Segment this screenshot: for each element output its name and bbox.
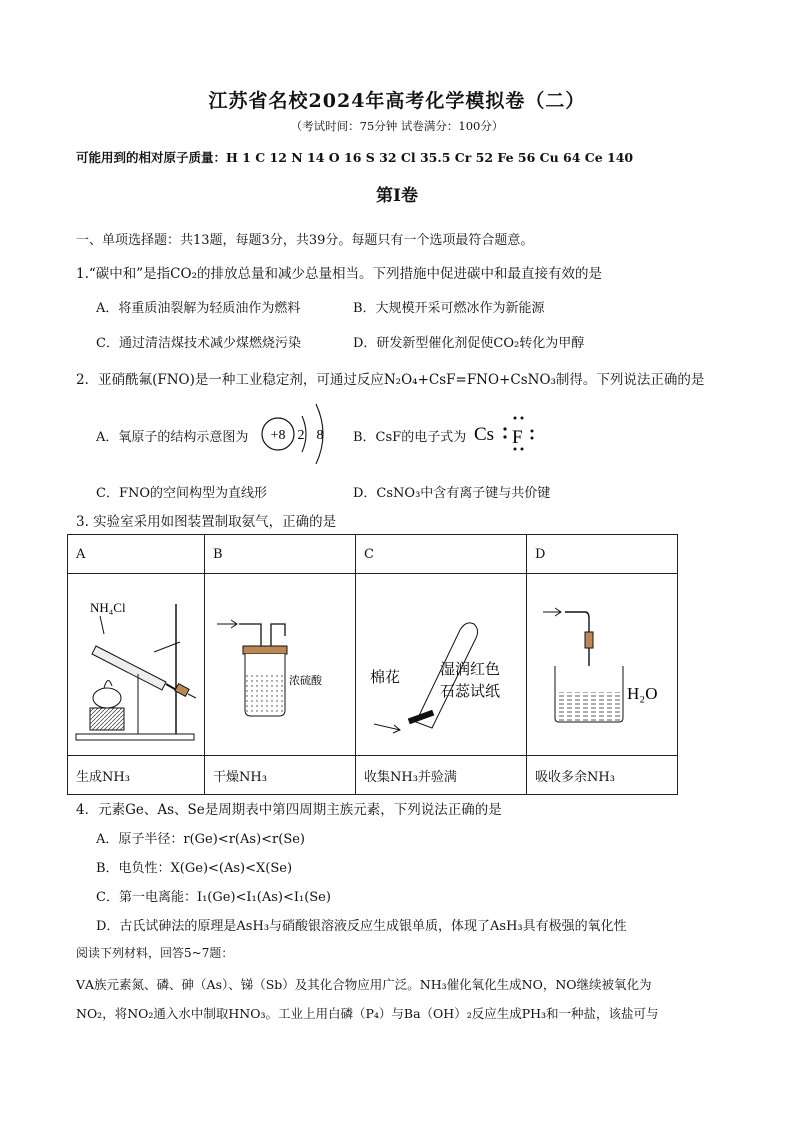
reading-line-2: NO₂，将NO₂通入水中制取HNO₃。工业上用白磷（P₄）与Ba（OH）₂反应生成PH₃和一种盐，该盐可与 xyxy=(76,1006,659,1021)
shell-2-electrons: 8 xyxy=(316,428,324,443)
reading-intro: 阅读下列材料，回答5~7题： xyxy=(76,946,234,960)
q1-option-b: B．大规模开采可燃冰作为新能源 xyxy=(353,301,545,316)
apparatus-a-heating-tube xyxy=(68,574,204,751)
litmus-label-2: 石蕊试纸 xyxy=(440,684,501,700)
nucleus-charge: +8 xyxy=(270,428,286,443)
q1-option-d: D．研发新型催化剂促使CO₂转化为甲醇 xyxy=(353,336,585,351)
caption-a: 生成NH₃ xyxy=(68,756,205,795)
q1-option-a: A．将重质油裂解为轻质油作为燃料 xyxy=(96,301,301,316)
q2-option-d: D．CsNO₃中含有离子键与共价键 xyxy=(353,486,551,501)
atomic-masses: 可能用到的相对原子质量：H 1 C 12 N 14 O 16 S 32 Cl 35.5 Cr 52 Fe 56 Cu 64 Ce 140 xyxy=(76,150,634,165)
header-c: C xyxy=(356,535,527,574)
cs-symbol: Cs xyxy=(474,424,495,445)
apparatus-b-cell xyxy=(205,574,356,756)
q4-option-a: A．原子半径：r(Ge)<r(As)<r(Se) xyxy=(96,832,305,847)
nh4cl-label: NH₄Cl xyxy=(90,600,126,615)
apparatus-b-wash-bottle xyxy=(205,574,355,751)
cotton-label: 棉花 xyxy=(370,670,401,686)
page-title: 江苏省名校2024年高考化学模拟卷（二） xyxy=(208,90,586,112)
shell-1-electrons: 2 xyxy=(297,428,305,443)
water-label: H₂O xyxy=(627,684,658,703)
apparatus-table xyxy=(67,534,678,795)
apparatus-c-cell xyxy=(356,574,527,756)
caption-b: 干燥NH₃ xyxy=(205,756,356,795)
q3-stem: 3. 实验室采用如图装置制取氨气，正确的是 xyxy=(76,514,337,530)
q1-stem: 1.“碳中和”是指CO₂的排放总量和减少总量相当。下列措施中促进碳中和最直接有效的是 xyxy=(76,266,602,282)
q4-option-c: C．第一电离能：I₁(Ge)<I₁(As)<I₁(Se) xyxy=(96,890,331,905)
header-d: D xyxy=(527,535,678,574)
conc-h2so4-label: 浓硫酸 xyxy=(289,674,322,687)
section-heading: 一、单项选择题：共13题，每题3分，共39分。每题只有一个选项最符合题意。 xyxy=(76,233,534,248)
volume-heading: 第Ⅰ卷 xyxy=(376,186,418,206)
q4-option-b: B．电负性：X(Ge)<(As)<X(Se) xyxy=(96,861,293,876)
q1-option-c: C．通过清洁煤技术减少煤燃烧污染 xyxy=(96,336,301,351)
header-b: B xyxy=(205,535,356,574)
apparatus-d-absorption xyxy=(527,574,677,751)
q4-option-d: D．古氏试砷法的原理是AsH₃与硝酸银溶液反应生成银单质，体现了AsH₃具有极强的氧化性 xyxy=(96,919,627,934)
apparatus-c-collection xyxy=(356,574,526,751)
csf-electron-formula xyxy=(472,412,542,454)
q2-option-c: C．FNO的空间构型为直线形 xyxy=(96,486,267,501)
q2-stem: 2．亚硝酰氟(FNO)是一种工业稳定剂，可通过反应N₂O₄+CsF=FNO+CsNO₃制得。下列说法正确的是 xyxy=(76,372,705,388)
litmus-label-1: 湿润红色 xyxy=(440,662,501,678)
q2-option-a: A．氧原子的结构示意图为 xyxy=(96,430,249,445)
header-a: A xyxy=(68,535,205,574)
caption-d: 吸收多余NH₃ xyxy=(527,756,678,795)
apparatus-d-cell xyxy=(527,574,678,756)
caption-c: 收集NH₃并验满 xyxy=(356,756,527,795)
apparatus-a-cell xyxy=(68,574,205,756)
q4-stem: 4．元素Ge、As、Se是周期表中第四周期主族元素，下列说法正确的是 xyxy=(76,802,502,818)
f-symbol: F xyxy=(512,427,523,448)
oxygen-atom-diagram xyxy=(258,398,332,470)
exam-info: （考试时间：75分钟 试卷满分：100分） xyxy=(290,119,504,133)
q2-option-b: B．CsF的电子式为 xyxy=(353,430,467,445)
reading-line-1: ⅤA族元素氮、磷、砷（As）、锑（Sb）及其化合物应用广泛。NH₃催化氧化生成NO，NO继续被氧化为 xyxy=(76,977,652,992)
